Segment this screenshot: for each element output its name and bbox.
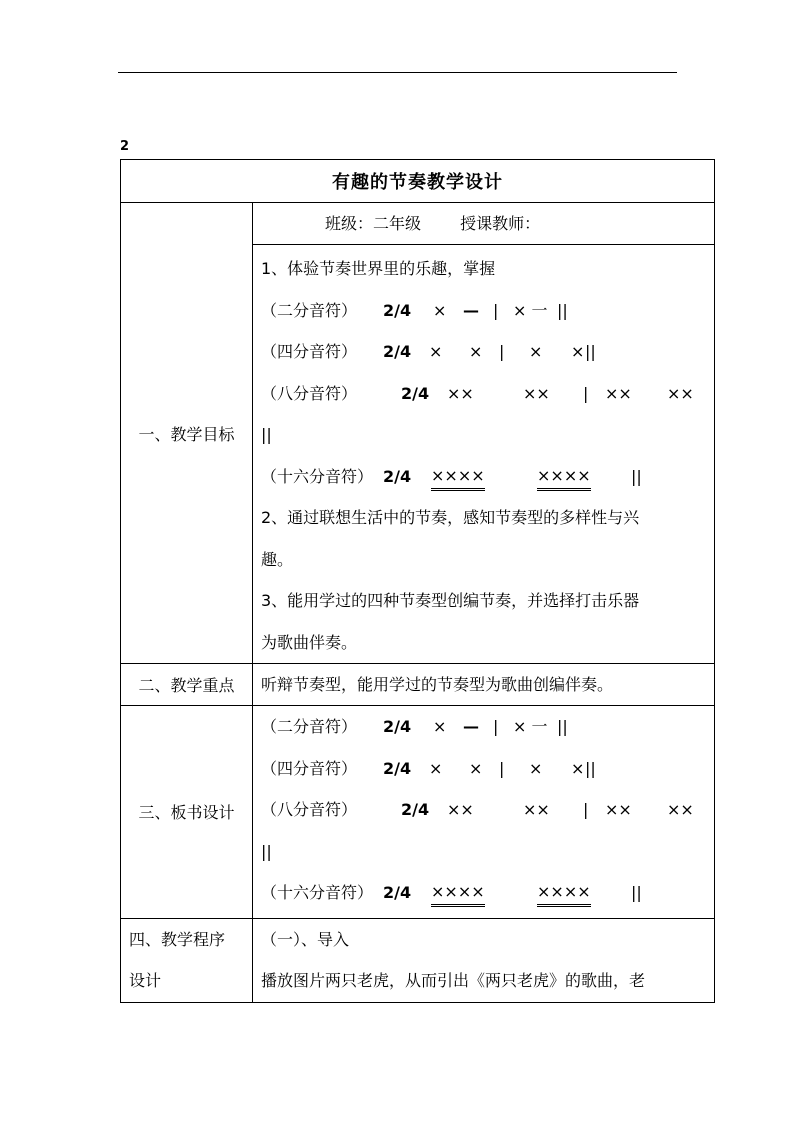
- rhythm-beat: ×: [429, 758, 443, 778]
- rhythm-beat: ×: [571, 342, 585, 361]
- class-label: 班级：二年级: [325, 214, 422, 233]
- rhythm-name: （二分音符）: [261, 717, 358, 736]
- goal-1-intro: 1、体验节奏世界里的乐趣，掌握: [261, 259, 496, 278]
- rhythm-beat: ×: [469, 342, 483, 361]
- lesson-plan-table: [120, 159, 715, 1003]
- rhythm-bar: |: [583, 383, 589, 403]
- rhythm-beat: ××: [447, 800, 474, 819]
- rhythm-dash: —: [463, 300, 479, 320]
- rhythm-meter: 2/4: [401, 800, 430, 819]
- header-rule: [118, 72, 677, 73]
- board-label-cell: [121, 706, 253, 919]
- goal-2-line-b: 趣。: [261, 549, 294, 569]
- rhythm-name: （十六分音符）: [261, 466, 374, 486]
- rhythm-half-board: [261, 706, 708, 748]
- rhythm-beat: ×: [571, 758, 585, 778]
- rhythm-name: （四分音符）: [261, 342, 358, 361]
- rhythm-eighth-goals: [261, 373, 708, 415]
- rhythm-name: （八分音符）: [261, 800, 358, 819]
- keypoint-content: [253, 664, 715, 706]
- procedure-step-1: （一）、导入: [261, 929, 350, 949]
- rhythm-beat: ×: [433, 300, 447, 320]
- procedure-label-cell: [121, 918, 253, 1002]
- rhythm-name: （八分音符）: [261, 383, 358, 403]
- rhythm-beat: ×: [469, 758, 483, 778]
- rhythm-beat: ×: [529, 758, 543, 778]
- rhythm-beat: ××: [523, 800, 550, 819]
- rhythm-meter: 2/4: [401, 383, 430, 403]
- goal-3-line-b: 为歌曲伴奏。: [261, 632, 358, 652]
- goals-label-cell: [121, 203, 253, 664]
- rhythm-quarter-board: [261, 748, 708, 790]
- procedure-label-a: 四、教学程序: [129, 929, 226, 949]
- keypoint-label-cell: [121, 664, 253, 706]
- keypoint-label: 二、教学重点: [138, 676, 235, 695]
- rhythm-half-goals: [261, 290, 708, 332]
- rhythm-meter: 2/4: [383, 342, 412, 361]
- procedure-label-b: 设计: [129, 971, 162, 990]
- keypoint-text: 听辩节奏型，能用学过的节奏型为歌曲创编伴奏。: [261, 675, 614, 694]
- procedure-step-1-text: 播放图片两只老虎，从而引出《两只老虎》的歌曲，老: [261, 971, 646, 990]
- rhythm-name: （四分音符）: [261, 758, 358, 778]
- procedure-content: [253, 918, 715, 1002]
- rhythm-group: ××××: [537, 880, 591, 907]
- rhythm-bar: |: [583, 800, 589, 819]
- rhythm-end: ||: [585, 342, 596, 361]
- goals-content: [253, 245, 715, 664]
- info-row: [253, 203, 715, 245]
- rhythm-beat: × 一: [513, 717, 548, 736]
- board-label: 三、板书设计: [138, 803, 235, 823]
- rhythm-beat: ××: [523, 383, 550, 403]
- rhythm-end: ||: [631, 883, 642, 902]
- rhythm-eighth-end-board: ||: [261, 841, 272, 861]
- page-number: 2: [120, 139, 130, 154]
- rhythm-beat: ××: [605, 383, 632, 403]
- rhythm-meter: 2/4: [383, 300, 412, 320]
- teacher-label: 授课教师：: [460, 214, 541, 233]
- rhythm-meter: 2/4: [383, 466, 412, 486]
- rhythm-beat: × 一: [513, 300, 548, 320]
- rhythm-group: ××××: [537, 464, 591, 491]
- rhythm-end: ||: [631, 466, 642, 486]
- rhythm-eighth-end-goals: ||: [261, 425, 272, 444]
- goal-2-line-a: 2、通过联想生活中的节奏，感知节奏型的多样性与兴: [261, 508, 640, 527]
- rhythm-end: ||: [557, 300, 568, 320]
- rhythm-beat: ×: [433, 717, 447, 736]
- rhythm-name: （十六分音符）: [261, 883, 374, 902]
- rhythm-group: ××××: [431, 464, 485, 491]
- rhythm-meter: 2/4: [383, 717, 412, 736]
- document-title: 有趣的节奏教学设计: [121, 160, 715, 203]
- rhythm-beat: ××: [605, 800, 632, 819]
- rhythm-bar: |: [493, 717, 499, 736]
- rhythm-beat: ××: [447, 383, 474, 403]
- rhythm-meter: 2/4: [383, 883, 412, 902]
- rhythm-bar: |: [493, 300, 499, 320]
- rhythm-beat: ××: [667, 800, 694, 819]
- goals-label: 一、教学目标: [138, 424, 235, 444]
- rhythm-end: ||: [585, 758, 596, 778]
- rhythm-sixteenth-goals: [261, 456, 708, 498]
- rhythm-eighth-board: [261, 789, 708, 831]
- rhythm-bar: |: [499, 342, 505, 361]
- board-content: [253, 706, 715, 919]
- rhythm-end: ||: [557, 717, 568, 736]
- rhythm-quarter-goals: [261, 331, 708, 373]
- rhythm-meter: 2/4: [383, 758, 412, 778]
- rhythm-dash: —: [463, 717, 479, 736]
- rhythm-beat: ××: [667, 383, 694, 403]
- rhythm-name: （二分音符）: [261, 300, 358, 320]
- goal-3-line-a: 3、能用学过的四种节奏型创编节奏，并选择打击乐器: [261, 591, 640, 610]
- rhythm-beat: ×: [529, 342, 543, 361]
- rhythm-sixteenth-board: [261, 872, 708, 914]
- rhythm-beat: ×: [429, 342, 443, 361]
- rhythm-bar: |: [499, 758, 505, 778]
- rhythm-group: ××××: [431, 880, 485, 907]
